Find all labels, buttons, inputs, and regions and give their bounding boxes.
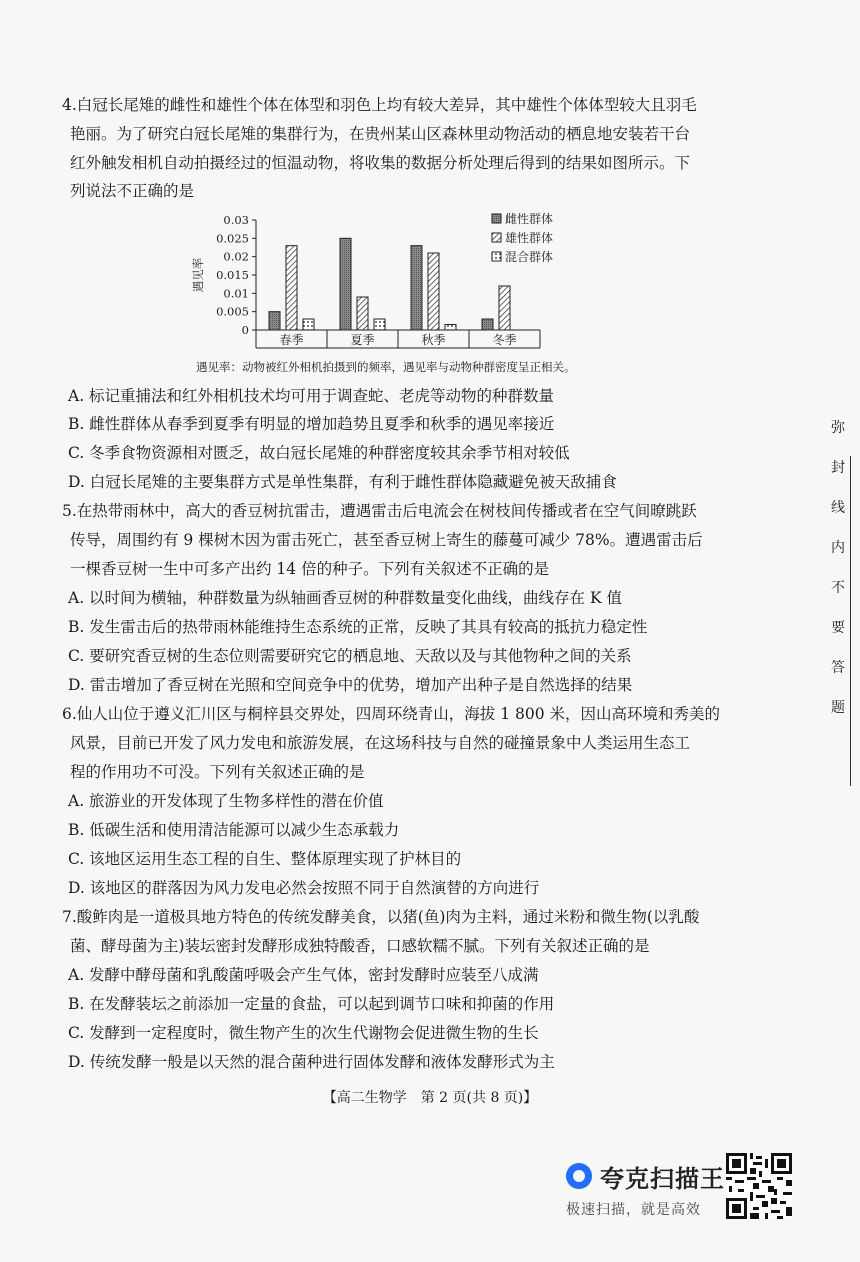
legend-label: 雌性群体 xyxy=(505,212,554,226)
option-d: D. 雷击增加了香豆树在光照和空间竞争中的优势，增加产出种子是自然选择的结果 xyxy=(68,676,633,694)
option-d: D. 该地区的群落因为风力发电必然会按照不同于自然演替的方向进行 xyxy=(68,879,540,897)
x-tick-label: 秋季 xyxy=(421,333,446,347)
option-c: C. 冬季食物资源相对匮乏，故白冠长尾雉的种群密度较其余季节相对较低 xyxy=(68,444,570,462)
question-text-line: 艳丽。为了研究白冠长尾雉的集群行为，在贵州某山区森林里动物活动的栖息地安装若干台 xyxy=(70,125,691,143)
seal-char: 封 xyxy=(831,460,845,476)
bar-3 xyxy=(374,319,385,330)
page-footer: 【高二生物学 第 2 页(共 8 页)】 xyxy=(322,1090,538,1106)
question-text-line: 列说法不正确的是 xyxy=(70,182,195,200)
option-b: B. 发生雷击后的热带雨林能维持生态系统的正常，反映了其具有较高的抵抗力稳定性 xyxy=(68,618,648,636)
seal-char: 答 xyxy=(831,660,845,676)
question-7-line: 7.酸鲊肉是一道极具地方特色的传统发酵美食，以猪(鱼)肉为主料，通过米粉和微生物(以乳酸 xyxy=(62,908,700,926)
y-tick-label: 0.03 xyxy=(223,213,249,227)
seal-char: 弥 xyxy=(831,420,845,436)
option-a: A. 发酵中酵母菌和乳酸菌呼吸会产生气体，密封发酵时应装至八成满 xyxy=(68,966,539,984)
question-text-line: 菌、酵母菌为主)装坛密封发酵形成独特酸香，口感软糯不腻。下列有关叙述正确的是 xyxy=(70,937,650,955)
option-b: B. 在发酵装坛之前添加一定量的食盐，可以起到调节口味和抑菌的作用 xyxy=(68,995,555,1013)
seal-line xyxy=(850,456,851,786)
option-d: D. 传统发酵一般是以天然的混合菌种进行固体发酵和液体发酵形式为主 xyxy=(68,1053,555,1071)
question-text-line: 程的作用功不可没。下列有关叙述正确的是 xyxy=(70,763,365,781)
bar-2 xyxy=(428,253,439,330)
y-axis-label: 遇见率 xyxy=(191,257,205,293)
y-tick-label: 0.025 xyxy=(216,231,249,246)
option-b: B. 雌性群体从春季到夏季有明显的增加趋势且夏季和秋季的遇见率接近 xyxy=(68,415,555,433)
chart-footnote: 遇见率：动物被红外相机拍摄到的频率，遇见率与动物种群密度呈正相关。 xyxy=(196,360,576,374)
bar-2 xyxy=(499,286,510,330)
seal-char: 要 xyxy=(831,620,845,636)
bar-3 xyxy=(445,325,456,331)
seal-char: 题 xyxy=(831,700,845,716)
bar-1 xyxy=(269,312,280,330)
option-a: A. 旅游业的开发体现了生物多样性的潜在价值 xyxy=(68,792,384,810)
question-5-line: 5.在热带雨林中，高大的香豆树抗雷击，遭遇雷击后电流会在树枝间传播或者在空气间暸跳跃 xyxy=(62,502,697,520)
question-6-line: 6.仙人山位于遵义汇川区与桐梓县交界处，四周环绕青山，海拔 1 800 米，因山高环境和秀美的 xyxy=(62,705,721,723)
encounter-rate-chart xyxy=(190,208,610,353)
seal-char: 不 xyxy=(831,580,845,596)
x-tick-label: 冬季 xyxy=(492,333,517,347)
y-tick-label: 0 xyxy=(241,323,249,337)
bar-chart-svg xyxy=(190,208,610,353)
scanner-app-name: 夸克扫描王 xyxy=(600,1165,725,1193)
legend-swatch xyxy=(492,233,501,242)
option-a: A. 以时间为横轴，种群数量为纵轴画香豆树的种群数量变化曲线，曲线存在 K 值 xyxy=(68,589,622,607)
y-tick-label: 0.02 xyxy=(223,249,249,264)
bar-1 xyxy=(411,246,422,330)
y-tick-label: 0.01 xyxy=(223,286,249,301)
qr-code-icon xyxy=(726,1153,792,1219)
legend-swatch xyxy=(492,214,501,223)
option-c: C. 要研究香豆树的生态位则需要研究它的栖息地、天敌以及与其他物种之间的关系 xyxy=(68,647,632,665)
y-tick-label: 0.015 xyxy=(216,268,249,282)
bar-2 xyxy=(286,246,297,330)
bar-1 xyxy=(482,319,493,330)
seal-line-text xyxy=(828,408,848,728)
bar-3 xyxy=(303,319,314,330)
option-a: A. 标记重捕法和红外相机技术均可用于调查蛇、老虎等动物的种群数量 xyxy=(68,387,555,405)
option-c: C. 发酵到一定程度时，微生物产生的次生代谢物会促进微生物的生长 xyxy=(68,1024,539,1042)
legend-label: 雄性群体 xyxy=(505,231,554,245)
x-tick-label: 夏季 xyxy=(350,333,375,347)
option-d: D. 白冠长尾雉的主要集群方式是单性集群，有利于雌性群体隐藏避免被天敌捕食 xyxy=(68,473,617,491)
option-b: B. 低碳生活和使用清洁能源可以减少生态承载力 xyxy=(68,821,400,839)
x-tick-label: 春季 xyxy=(279,333,304,347)
question-text-line: 红外触发相机自动拍摄经过的恒温动物，将收集的数据分析处理后得到的结果如图所示。下 xyxy=(70,154,691,172)
quark-logo-icon xyxy=(566,1163,592,1189)
scanner-watermark xyxy=(566,1153,806,1237)
question-text-line: 一棵香豆树一生中可多产出约 14 倍的种子。下列有关叙述不正确的是 xyxy=(70,560,550,578)
question-text-line: 传导，周围约有 9 棵树木因为雷击死亡，甚至香豆树上寄生的藤蔓可减少 78%。遭遇雷击后 xyxy=(70,531,703,549)
option-c: C. 该地区运用生态工程的自生、整体原理实现了护林目的 xyxy=(68,850,462,868)
seal-char: 内 xyxy=(831,540,845,556)
scanner-slogan: 极速扫描，就是高效 xyxy=(566,1202,701,1218)
legend-label: 混合群体 xyxy=(505,250,554,264)
question-text-line: 风景，目前已开发了风力发电和旅游发展，在这场科技与自然的碰撞景象中人类运用生态工 xyxy=(70,734,691,752)
bar-2 xyxy=(357,297,368,330)
question-text-line: 4.白冠长尾雉的雌性和雄性个体在体型和羽色上均有较大差异，其中雄性个体体型较大且羽毛 xyxy=(62,96,697,114)
bar-1 xyxy=(340,238,351,330)
seal-char: 线 xyxy=(831,500,845,516)
legend-swatch xyxy=(492,252,501,261)
y-tick-label: 0.005 xyxy=(216,304,249,319)
